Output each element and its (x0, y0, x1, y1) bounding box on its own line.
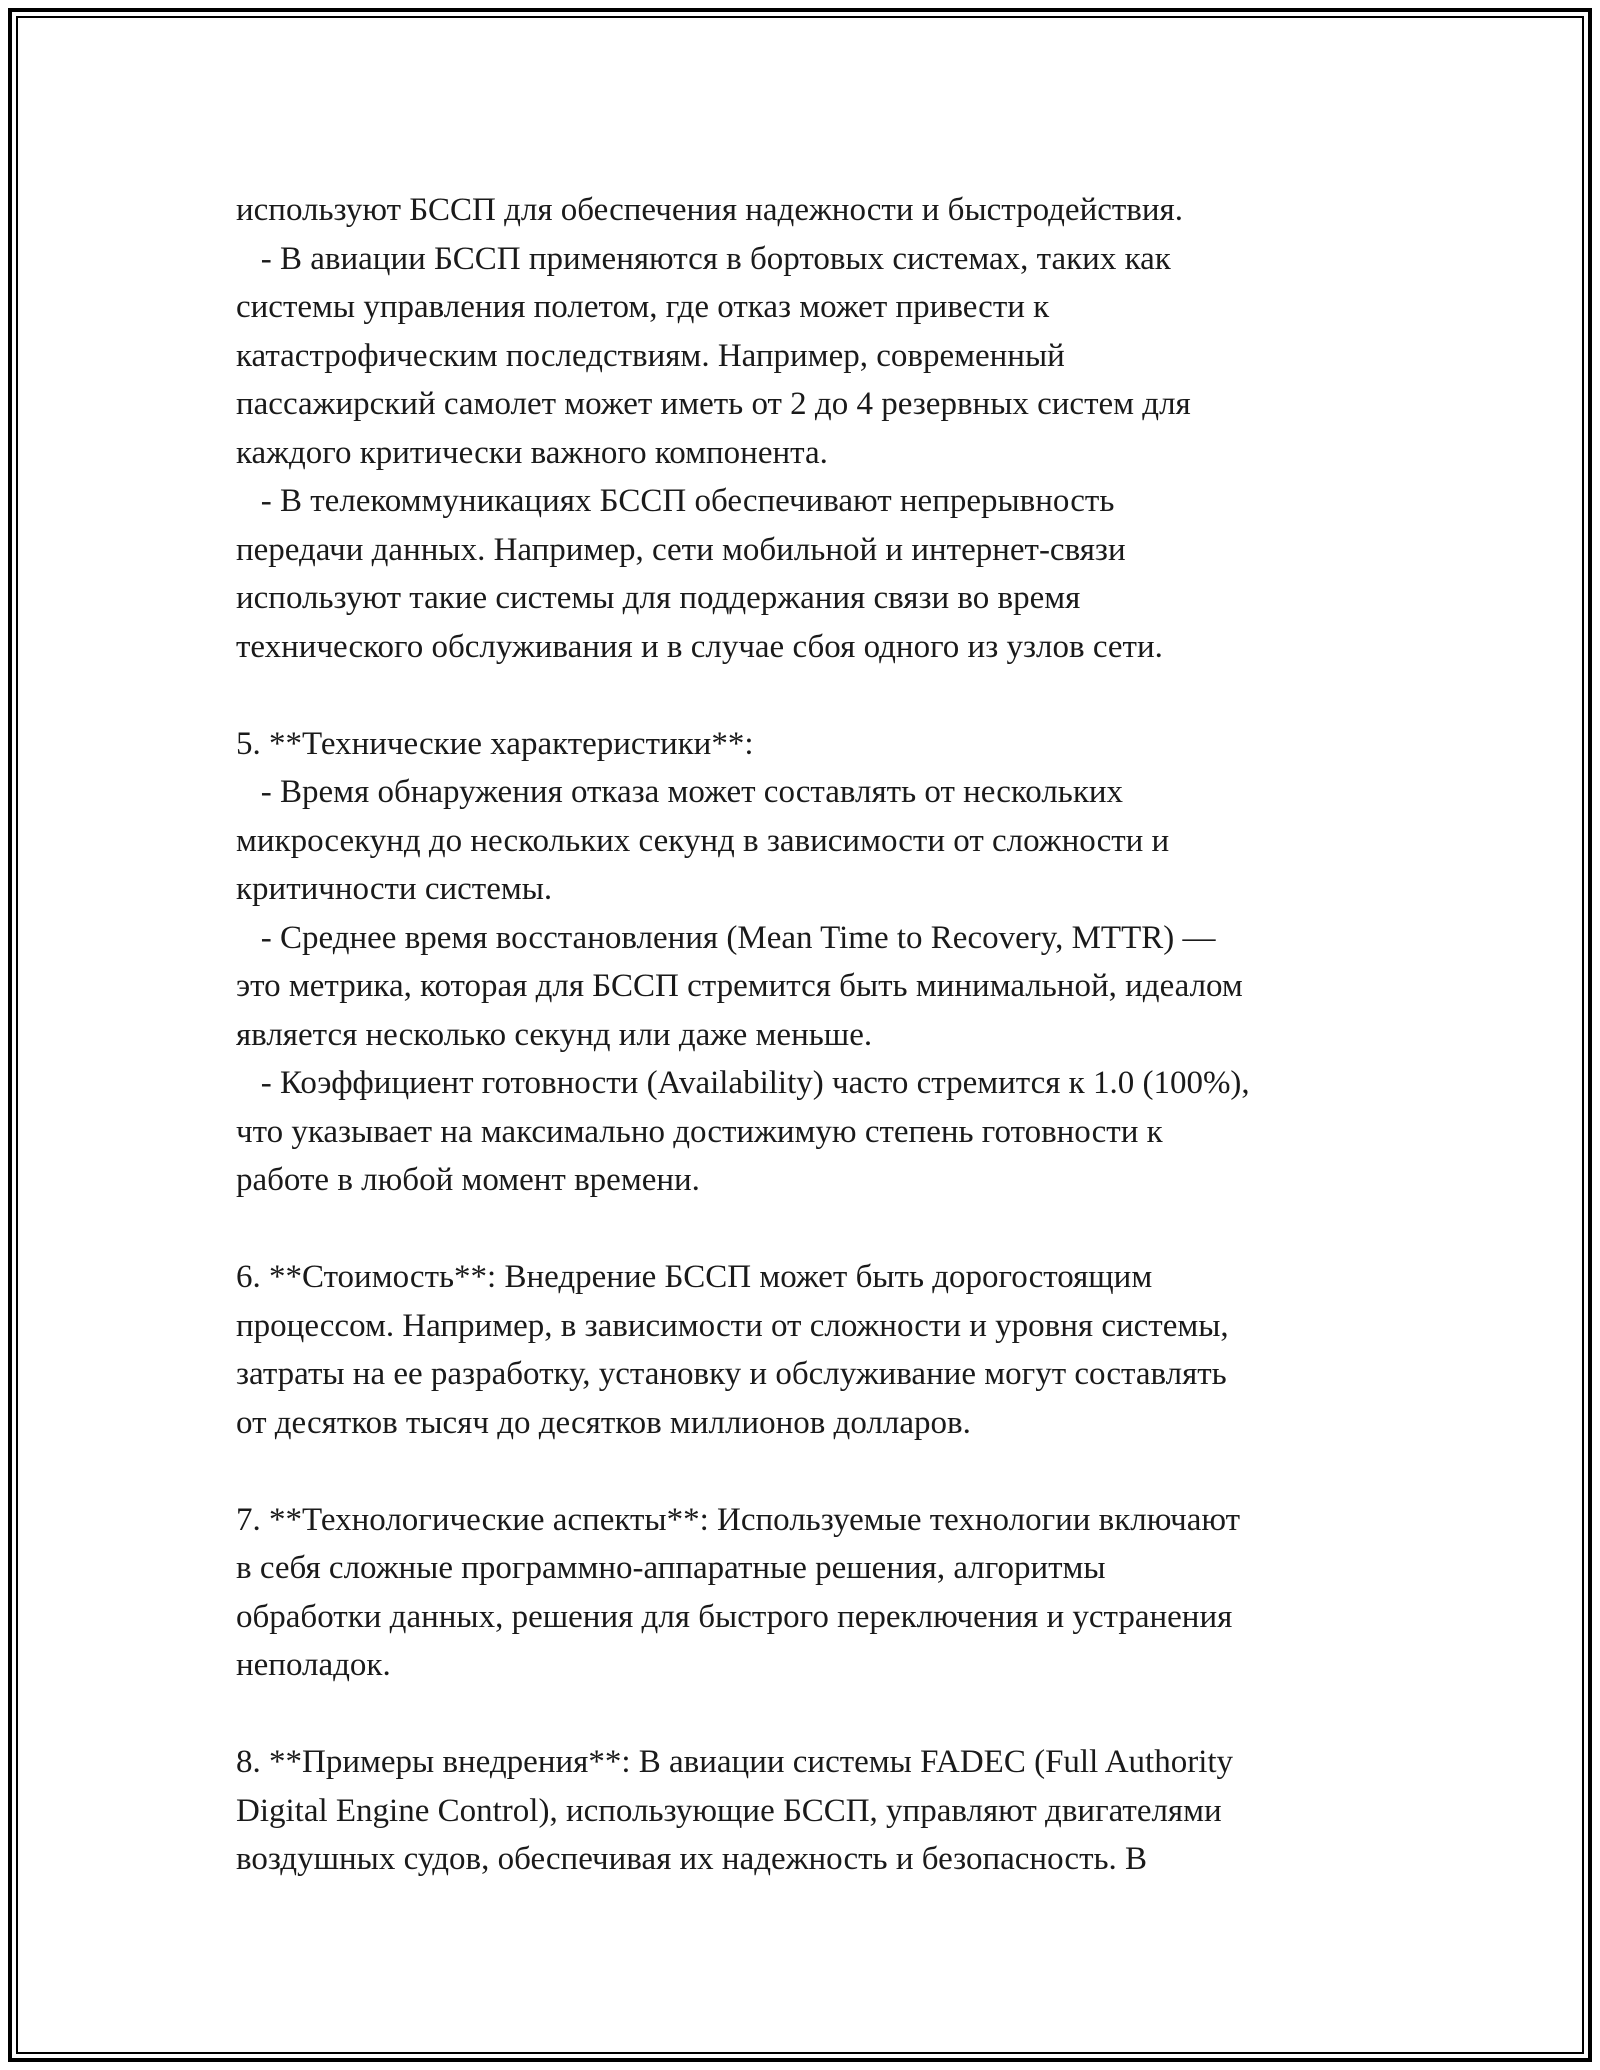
text-line: работе в любой момент времени. (236, 1162, 700, 1198)
paragraph-gap (236, 1447, 1406, 1496)
text-line: затраты на ее разработку, установку и обслуживание могут составлять (236, 1356, 1227, 1392)
paragraph-gap (236, 1205, 1406, 1254)
text-line: используют БССП для обеспечения надежности и быстродействия. (236, 192, 1183, 228)
text-line: воздушных судов, обеспечивая их надежность и безопасность. В (236, 1841, 1148, 1877)
text-line: катастрофическим последствиям. Например, современный (236, 337, 1065, 374)
text-line: используют такие системы для поддержания связи во время (236, 580, 1081, 616)
paragraph-gap (236, 1690, 1406, 1739)
paragraph-gap (236, 671, 1406, 720)
text-line: критичности системы. (236, 871, 553, 907)
text-line: процессом. Например, в зависимости от сложности и уровня системы, (236, 1307, 1229, 1344)
text-line: - В авиации БССП применяются в бортовых системах, таких как (236, 240, 1171, 277)
section-heading-7: 7. **Технологические аспекты**: Используемые технологии включают (236, 1501, 1241, 1538)
text-line: - Коэффициент готовности (Availability) часто стремится к 1.0 (100%), (236, 1065, 1250, 1101)
text-line: микросекунд до нескольких секунд в зависимости от сложности и (236, 822, 1170, 859)
text-line: обработки данных, решения для быстрого переключения и устранения (236, 1598, 1233, 1635)
text-line: что указывает на максимально достижимую степень готовности к (236, 1113, 1163, 1150)
text-line: передачи данных. Например, сети мобильной и интернет-связи (236, 531, 1126, 568)
text-line: в себя сложные программно-аппаратные решения, алгоритмы (236, 1550, 1106, 1586)
text-line: неполадок. (236, 1647, 391, 1683)
text-line: Digital Engine Control), использующие БССП, управляют двигателями (236, 1792, 1222, 1829)
section-heading-8: 8. **Примеры внедрения**: В авиации системы FADEC (Full Authority (236, 1744, 1234, 1780)
text-line: - Время обнаружения отказа может составлять от нескольких (236, 774, 1124, 810)
section-heading-5: 5. **Технические характеристики**: (236, 725, 754, 762)
text-line: это метрика, которая для БССП стремится быть минимальной, идеалом (236, 968, 1243, 1004)
text-line: технического обслуживания и в случае сбоя одного из узлов сети. (236, 628, 1163, 665)
text-line: - Среднее время восстановления (Mean Time to Recovery, MTTR) — (236, 919, 1216, 956)
section-heading-6: 6. **Стоимость**: Внедрение БССП может быть дорогостоящим (236, 1259, 1153, 1295)
document-body (236, 186, 1406, 1884)
text-line: является несколько секунд или даже меньше. (236, 1016, 873, 1053)
text-line: каждого критически важного компонента. (236, 434, 828, 471)
text-line: - В телекоммуникациях БССП обеспечивают непрерывность (236, 483, 1115, 519)
text-line: пассажирский самолет может иметь от 2 до 4 резервных систем для (236, 386, 1191, 422)
text-line: от десятков тысяч до десятков миллионов долларов. (236, 1404, 971, 1441)
text-line: системы управления полетом, где отказ может привести к (236, 289, 1050, 325)
